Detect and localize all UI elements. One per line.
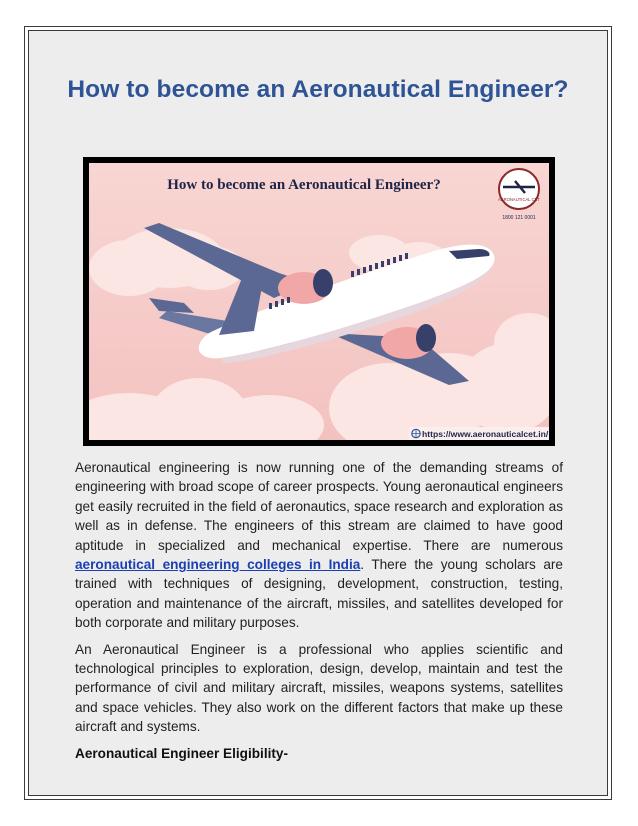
- logo-phone: 1800 121 0001: [502, 215, 536, 221]
- section-heading-eligibility: Aeronautical Engineer Eligibility-: [75, 745, 289, 761]
- banner-image: [83, 157, 555, 446]
- document-body: [75, 458, 563, 770]
- logo-text: AERONAUTICAL CET: [498, 197, 540, 202]
- page-title: How to become an Aeronautical Engineer?: [67, 76, 569, 103]
- banner-illustration: [89, 163, 549, 440]
- paragraph-intro-text-end: . There the young scholars are trained with techniques of designing, development, construction, testing, operation and maintenance of the aircraft, missiles, and satellites developed for both corporate and military purposes.: [75, 557, 563, 631]
- colleges-link[interactable]: aeronautical engineering colleges in India: [75, 557, 361, 573]
- website-url: https://www.aeronauticalcet.in/: [422, 429, 549, 439]
- paragraph-definition: An Aeronautical Engineer is a professional who applies scientific and technological principles to exploration, design, develop, maintain and test the performance of civil and military aircraft, missiles, weapons systems, satellites and space vehicles. They also work on the different factors that make up these aircraft and systems.: [75, 641, 563, 735]
- paragraph-intro: [75, 458, 563, 633]
- url-tag: [409, 427, 549, 440]
- paragraph-intro-text: Aeronautical engineering is now running one of the demanding streams of engineering with broad scope of career prospects. Young aeronautical engineers get easily recruited in the field of aeronautics, space research and exploration as well as in defense. The engineers of this stream are claimed to have good aptitude in specialized and mechanical expertise. There are numerous: [75, 460, 563, 553]
- banner-headline: How to become an Aeronautical Engineer?: [167, 177, 441, 193]
